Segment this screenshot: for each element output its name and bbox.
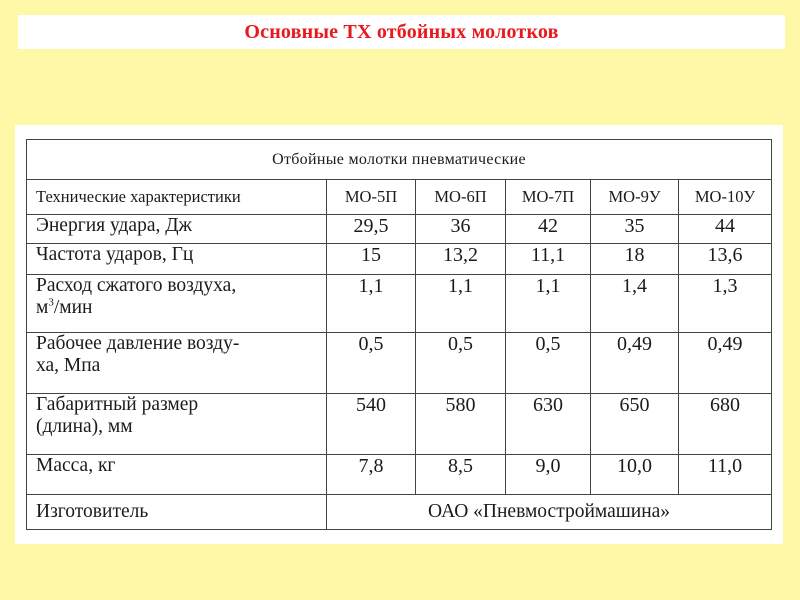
table-cell: 35 [591, 215, 679, 244]
table-row [27, 333, 772, 394]
table-cell: 540 [327, 394, 416, 455]
row-label-line: (длина), мм [36, 416, 133, 438]
table-cell: 0,49 [591, 333, 679, 394]
table-cell: 9,0 [506, 454, 591, 494]
manufacturer-row [27, 494, 772, 529]
table-row [27, 454, 772, 494]
row-label [27, 333, 327, 394]
row-label-line: Габаритный размер [36, 394, 199, 416]
table-cell: 11,0 [679, 454, 772, 494]
table-cell: 680 [679, 394, 772, 455]
title-bar [18, 15, 785, 49]
table-cell: 1,1 [327, 274, 416, 333]
slide-title: Основные ТХ отбойных молотков [244, 20, 559, 43]
table-cell: 1,1 [416, 274, 506, 333]
table-cell: 580 [416, 394, 506, 455]
row-label-unit-suffix: /мин [53, 296, 93, 318]
table-cell: 44 [679, 215, 772, 244]
table-row [27, 215, 772, 244]
table-cell: 13,2 [416, 243, 506, 274]
column-header-model: МО-7П [506, 180, 591, 215]
table-cell: 10,0 [591, 454, 679, 494]
column-header-model: МО-10У [679, 180, 772, 215]
column-header-row [27, 180, 772, 215]
table-cell: 11,1 [506, 243, 591, 274]
row-label [27, 394, 327, 455]
table-cell: 15 [327, 243, 416, 274]
table-cell: 1,4 [591, 274, 679, 333]
manufacturer-value: ОАО «Пневмостроймашина» [327, 494, 772, 529]
table-cell: 8,5 [416, 454, 506, 494]
table-row [27, 394, 772, 455]
row-label: Масса, кг [27, 454, 327, 494]
column-header-model: МО-9У [591, 180, 679, 215]
specs-table-image [15, 125, 783, 544]
table-cell: 650 [591, 394, 679, 455]
row-label: Энергия удара, Дж [27, 215, 327, 244]
table-row [27, 243, 772, 274]
table-cell: 0,49 [679, 333, 772, 394]
table-cell: 630 [506, 394, 591, 455]
table-cell: 13,6 [679, 243, 772, 274]
row-label-line: ха, Мпа [36, 355, 101, 377]
specs-table [26, 139, 772, 530]
table-cell: 29,5 [327, 215, 416, 244]
table-cell: 18 [591, 243, 679, 274]
table-row [27, 274, 772, 333]
row-label-line: Расход сжатого воздуха, [36, 274, 237, 296]
row-label-unit-prefix: м [36, 296, 49, 318]
table-cell: 0,5 [506, 333, 591, 394]
table-cell: 7,8 [327, 454, 416, 494]
table-cell: 0,5 [416, 333, 506, 394]
manufacturer-label: Изготовитель [27, 494, 327, 529]
table-cell: 42 [506, 215, 591, 244]
row-label [27, 274, 327, 333]
table-cell: 1,1 [506, 274, 591, 333]
row-label-unit-exponent: 3 [48, 296, 54, 309]
table-cell: 0,5 [327, 333, 416, 394]
column-header-model: МО-5П [327, 180, 416, 215]
row-label-line: Рабочее давление возду- [36, 333, 240, 355]
table-cell: 36 [416, 215, 506, 244]
row-label: Частота ударов, Гц [27, 243, 327, 274]
table-group-header: Отбойные молотки пневматические [27, 140, 772, 180]
column-header-characteristics: Технические характеристики [27, 180, 327, 215]
table-cell: 1,3 [679, 274, 772, 333]
column-header-model: МО-6П [416, 180, 506, 215]
